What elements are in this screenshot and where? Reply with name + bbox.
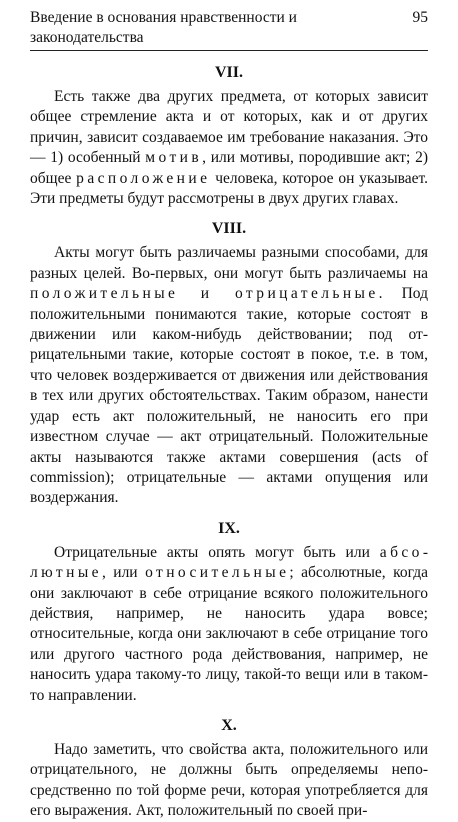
text-run: ; абсолютные, когда они заключают в себе отрицание всякого положительного действия, например, не наносить удара вовсе; относительные, когда они заключают в себе отрицание того или другого частного рода действования, например, не наносить удара такому-то лицу, такой-то вещи или в таком-то направлении.	[30, 564, 428, 704]
text-run: человека, которое он указывает. Эти предметы будут рассмотрены в двух других главах.	[30, 169, 428, 208]
text-run: , или мотивы, породившие акт; 2) общее	[30, 149, 428, 187]
section-heading-vii: VII.	[214, 64, 243, 81]
section-ix-paragraph	[30, 543, 428, 706]
text-run: Надо заметить, что свойства акта, положительного или отрицательного, не должны быть определяемы непосредственно по той форме речи, которая употребляется для его выражения. Акт, положительный по своей при-	[30, 740, 428, 820]
section-heading-x: X.	[221, 716, 237, 734]
text-run: Есть также два других предмета, от которых зависит общее стремление акта и от которых, как и от других причин, зависит создаваемое им требование наказания. Это — 1) особенный	[30, 88, 428, 167]
emphasis-relative: относительные	[145, 564, 290, 582]
text-run: . Под положительными понимаются такие, которые состоят в движении или каком-нибудь действовании; под отрицательными такие, которые состоят в покое, т.е. в том, что человек воздерживается от движения или действования в тех или других обстоятельствах. Таким образом, нанести удар есть акт положительный, не наносить его при известном случае — акт отрицательный. Положительные акты называются также актами совершения (acts of commission); отрицательные — актами опущения или воздержания.	[30, 285, 428, 507]
emphasis-positive-negative: положительные и отрицательные	[30, 285, 379, 303]
section-viii-paragraph	[30, 243, 428, 508]
emphasis-disposition: расположение	[76, 169, 211, 187]
page-number: 95	[412, 9, 428, 26]
section-heading-ix: IX.	[218, 519, 240, 537]
emphasis-motive: мотив	[145, 149, 203, 167]
running-head-title: Введение в основания нравственности и законодательства	[30, 9, 297, 46]
section-vii-paragraph	[30, 87, 428, 209]
section-x-paragraph	[30, 740, 428, 822]
text-run: Отрицательные акты опять могут быть или	[54, 543, 380, 561]
text-run: , или	[101, 564, 146, 582]
emphasis-absolute: абсолютные	[30, 543, 428, 582]
running-head	[30, 8, 428, 51]
text-run: Акты могут быть различаемы разными способами, для разных целей. Во-первых, они могут быть различаемы на	[30, 244, 428, 282]
section-heading-viii: VIII.	[211, 220, 247, 238]
